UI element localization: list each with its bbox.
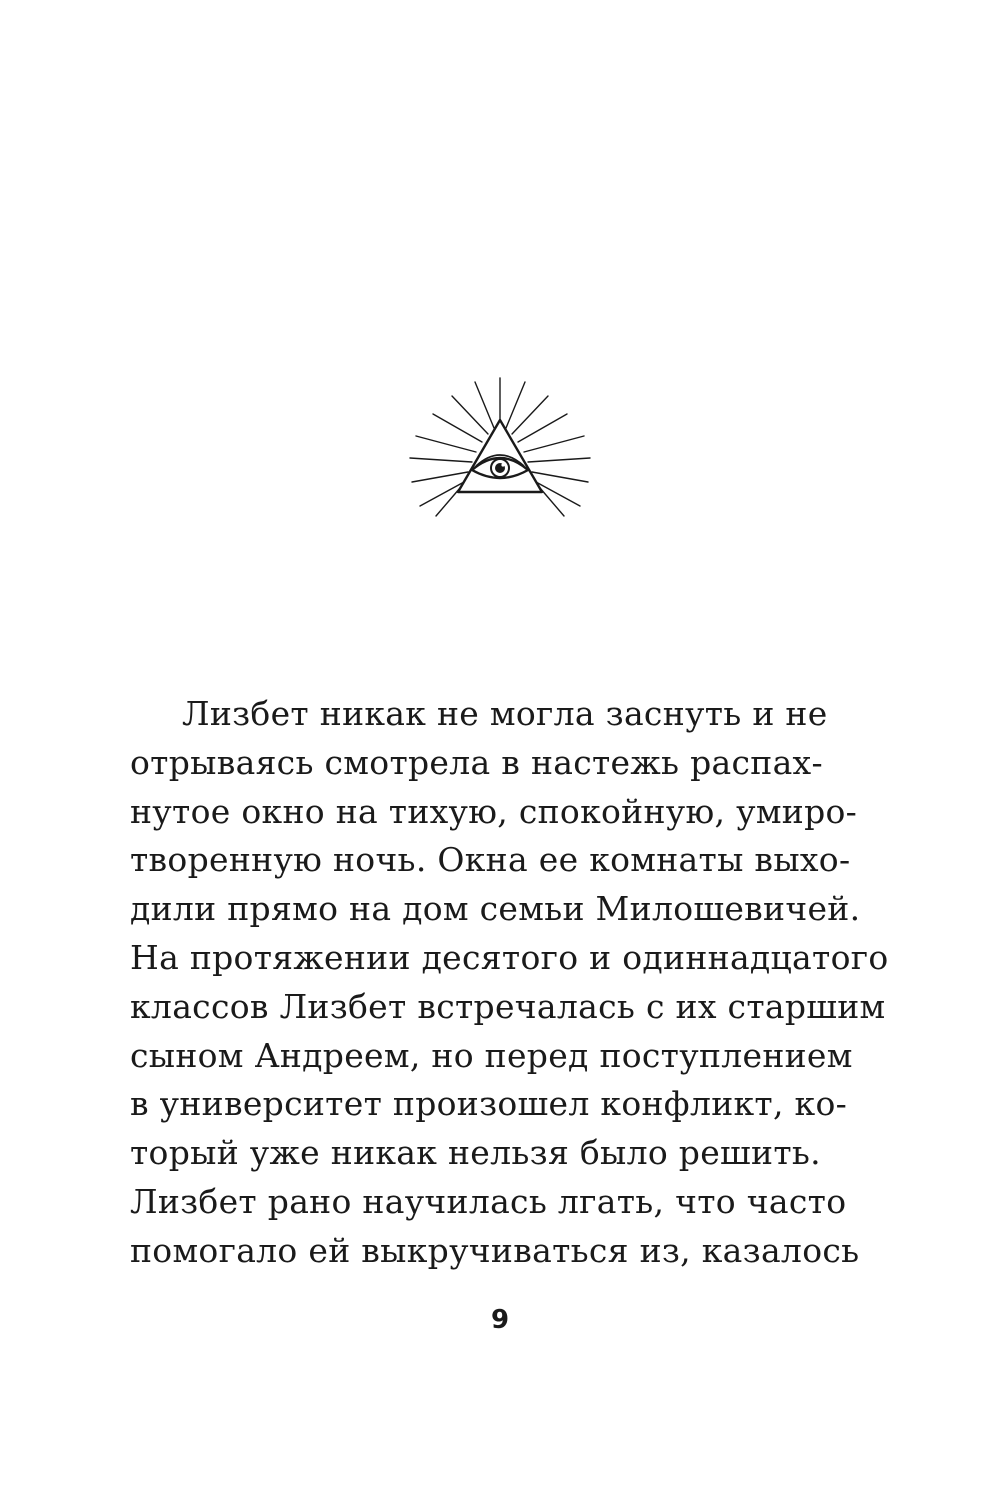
text-line: Лизбет никак не могла заснуть и не: [182, 694, 828, 733]
text-line: торый уже никак нельзя было решить.: [130, 1133, 821, 1173]
text-line: отрываясь смотрела в настежь распах-: [130, 742, 823, 782]
page-number: 9: [490, 1305, 510, 1335]
text-line: Лизбет рано научилась лгать, что часто: [130, 1181, 847, 1221]
text-line: нутое окно на тихую, спокойную, умиро-: [130, 791, 858, 831]
text-line: сыном Андреем, но перед поступлением: [130, 1035, 853, 1075]
text-line: творенную ночь. Окна ее комнаты выхо-: [130, 840, 851, 880]
text-line: в университет произошел конфликт, ко-: [130, 1084, 848, 1124]
text-line: дили прямо на дом семьи Милошевичей.: [130, 889, 861, 929]
all-seeing-eye-icon: [400, 370, 600, 520]
text-line: На протяжении десятого и одиннадцатого: [130, 937, 889, 977]
chapter-paragraph: [130, 690, 889, 1276]
text-line: помогало ей выкручиваться из, казалось: [130, 1230, 860, 1270]
text-line: классов Лизбет встречалась с их старшим: [130, 986, 886, 1026]
